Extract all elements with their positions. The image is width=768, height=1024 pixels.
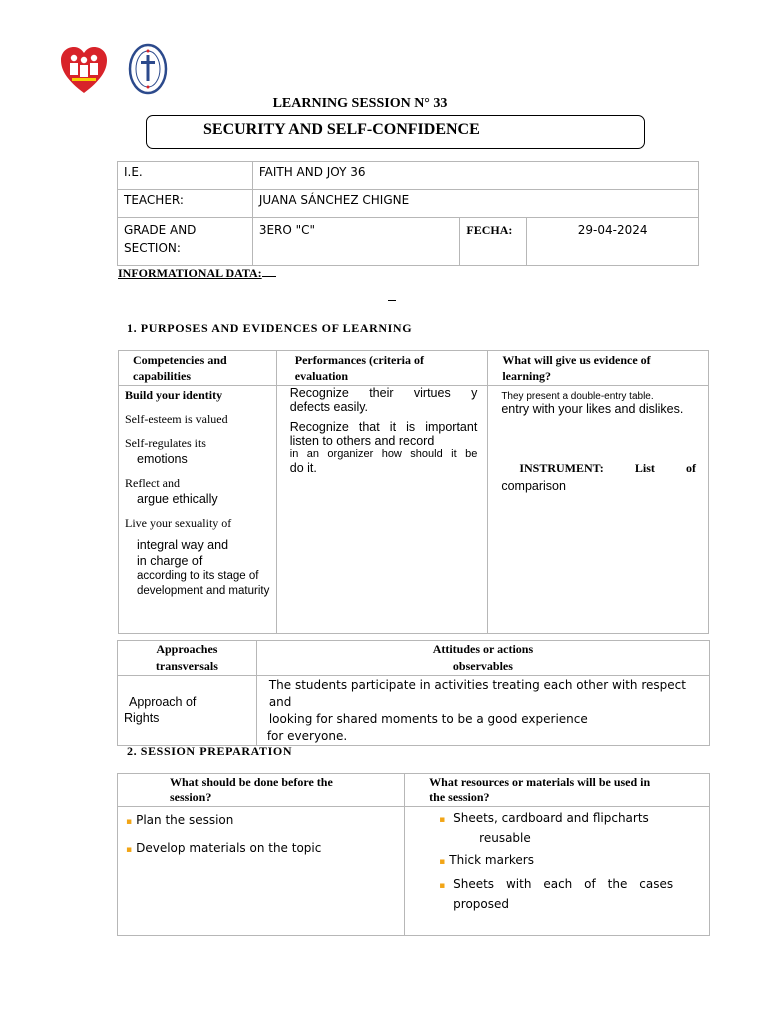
performance-2-line2: listen to others and record [289, 434, 435, 448]
before-item-1: ▪ Plan the session [126, 811, 396, 831]
resource-1-cont: reusable [479, 831, 531, 845]
session-number: LEARNING SESSION N° 33 [272, 96, 448, 111]
attitudes-header-line1: Attitudes or actions [432, 642, 534, 656]
approach-cell [118, 676, 257, 746]
capability-2-cont: emotions [137, 452, 188, 466]
before-header-line1: What should be done before the [170, 775, 333, 789]
attitudes-cell [256, 676, 709, 746]
capability-3: Reflect and [125, 476, 180, 490]
capability-4: Live your sexuality of [125, 516, 232, 530]
attitudes-header [256, 641, 709, 676]
approaches-header [118, 641, 257, 676]
before-header-line2: session? [170, 790, 212, 804]
before-session-header [118, 774, 405, 807]
resources-header [405, 774, 710, 807]
performance-2-line3: in an organizer how should it be [289, 448, 478, 460]
performances-header [276, 351, 488, 386]
resource-1-text: Sheets, cardboard and flipcharts [453, 811, 649, 825]
resource-item-2: ▪ Thick markers [439, 851, 701, 871]
informational-data-heading: INFORMATIONAL DATA: [118, 266, 276, 281]
evidence-2: entry with your likes and dislikes. [501, 402, 684, 416]
attitude-line3: for everyone. [266, 729, 348, 743]
approaches-header-line2: transversals [155, 659, 218, 673]
section1-heading: 1. PURPOSES AND EVIDENCES OF LEARNING [127, 321, 413, 335]
capability-4-cont: integral way and [137, 538, 229, 552]
grade-label [118, 218, 253, 266]
attitude-line2: looking for shared moments to be a good experience [268, 712, 588, 726]
teacher-value: JUANA SÁNCHEZ CHIGNE [252, 190, 698, 218]
institution-seal-logo [128, 43, 168, 95]
ie-label: I.E. [118, 162, 253, 190]
competencies-cell [119, 386, 277, 634]
performances-header-line2: evaluation [294, 369, 349, 383]
before-item-2: ▪ Develop materials on the topic [126, 839, 396, 859]
school-heart-logo [60, 45, 108, 95]
approaches-table [117, 640, 710, 746]
attitudes-header-line2: observables [452, 659, 513, 673]
evidence-1: They present a double-entry table. [501, 391, 654, 402]
grade-label-line1: GRADE AND [124, 223, 197, 237]
capability-4-cont4: development and maturity [137, 585, 270, 597]
capability-4-cont3: according to its stage of [137, 570, 259, 582]
instrument-label: INSTRUMENT: List of [519, 461, 696, 475]
performances-cell [276, 386, 488, 634]
competency-main: Build your identity [125, 388, 223, 402]
section2-heading: 2. SESSION PREPARATION [127, 744, 293, 758]
evidence-header [488, 351, 709, 386]
before-session-cell [118, 807, 405, 936]
title-box [146, 115, 645, 149]
performance-1-line2: defects easily. [289, 400, 369, 414]
date-value: 29-04-2024 [527, 218, 699, 266]
performance-2-line4: do it. [289, 461, 317, 475]
resource-item-3 [439, 875, 701, 913]
capability-3-cont: argue ethically [137, 492, 218, 506]
grade-value: 3ERO "C" [252, 218, 460, 266]
preparation-table [117, 773, 710, 936]
dash-mark [388, 300, 396, 301]
attitude-line1: The students participate in activities treating each other with respect and [268, 678, 686, 709]
session-title: SECURITY AND SELF-CONFIDENCE [203, 121, 480, 138]
resources-cell [405, 807, 710, 936]
capability-4-cont2: in charge of [137, 554, 203, 568]
performance-2-line1: Recognize that it is important [289, 420, 478, 434]
approach-line1: Approach of [129, 695, 197, 709]
resource-3-text: Sheets with each of the cases [453, 877, 674, 891]
evidence-header-line2: learning? [502, 369, 551, 383]
approach-line2: Rights [124, 711, 160, 725]
resource-3-cont: proposed [453, 897, 510, 911]
instrument-value: comparison [501, 479, 566, 493]
competencies-header [119, 351, 277, 386]
capability-1: Self-esteem is valued [125, 412, 228, 426]
info-table [117, 161, 699, 266]
resource-item-1 [439, 809, 701, 847]
ie-value: FAITH AND JOY 36 [252, 162, 698, 190]
resources-header-line2: the session? [429, 790, 490, 804]
grade-label-line2: SECTION: [124, 241, 181, 255]
evidence-header-line1: What will give us evidence of [502, 353, 651, 367]
date-label: FECHA: [460, 218, 527, 266]
competencies-header-line2: capabilities [133, 369, 192, 383]
teacher-label: TEACHER: [118, 190, 253, 218]
purposes-table [118, 350, 709, 634]
performances-header-line1: Performances (criteria of [294, 353, 425, 367]
evidence-cell [488, 386, 709, 634]
performance-1-line1: Recognize their virtues y [289, 386, 478, 400]
competencies-header-line1: Competencies and [133, 353, 227, 367]
resources-header-line1: What resources or materials will be used in [429, 775, 651, 789]
approaches-header-line1: Approaches [156, 642, 218, 656]
capability-2: Self-regulates its [125, 436, 206, 450]
